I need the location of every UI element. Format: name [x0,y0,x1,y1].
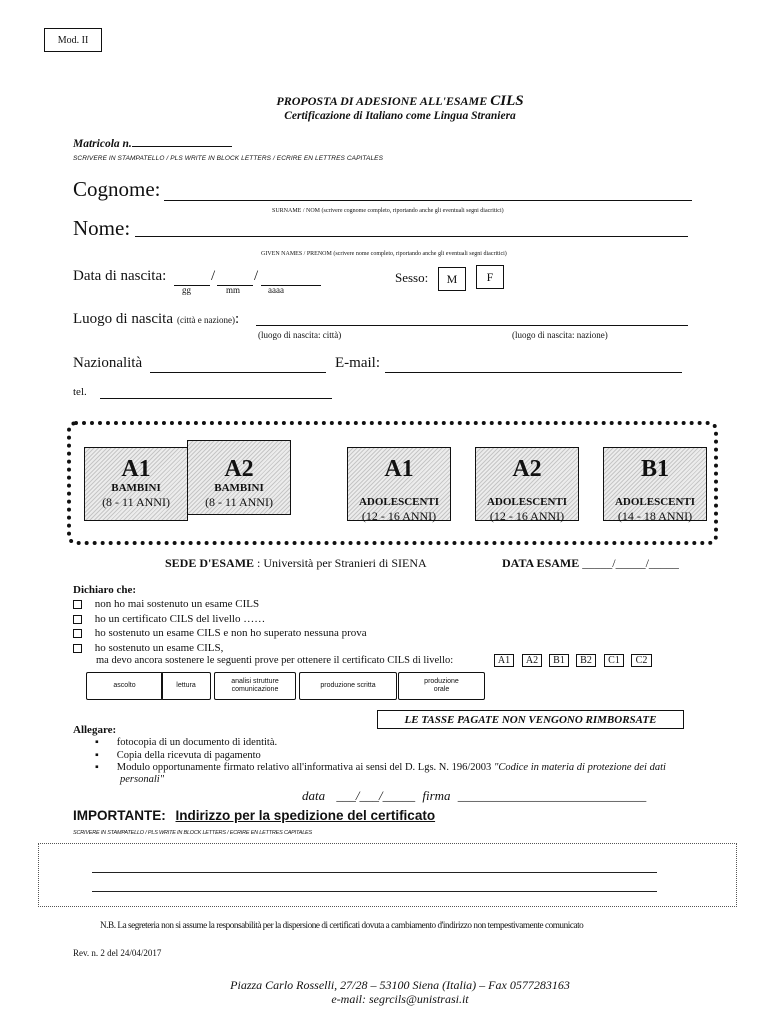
luogo-field[interactable] [256,324,688,326]
data-firma-row [302,788,646,804]
checkbox[interactable] [73,615,82,624]
prova-lettura[interactable]: lettura [161,672,211,700]
luogo-citta-caption: (luogo di nascita: città) [258,330,342,340]
nascita-label: Data di nascita: [73,268,167,284]
prova-level-box[interactable]: B2 [576,654,596,667]
bullet: ▪ [95,762,99,773]
nome-caption: GIVEN NAMES / PRENOM (scrivere nome completo, riportando anche gli eventuali segni diacritici) [261,251,507,257]
level-code: A2 [224,456,254,482]
importante-label: IMPORTANTE: [73,808,166,823]
cognome-field[interactable] [164,199,692,201]
sede-esame [165,556,427,571]
matricola-label [73,138,232,150]
address-line-2[interactable] [92,891,657,892]
allegare-item-text: fotocopia di un documento di identità. [116,737,278,748]
level-a1-adolescenti[interactable] [347,447,451,521]
level-age: (12 - 16 ANNI) [489,509,565,523]
dichiaro-option-text: ho sostenuto un esame CILS e non ho superato nessuna prova [94,627,367,639]
nazionalita-field[interactable] [150,371,326,373]
importante-heading [73,808,435,823]
prova-level-box[interactable]: C2 [631,654,652,667]
prova-level-box[interactable]: C1 [604,654,624,667]
level-a2-bambini[interactable] [187,440,291,515]
form-subtitle: Certificazione di Italiano come Lingua Straniera [284,110,516,122]
revision: Rev. n. 2 del 24/04/2017 [73,948,162,958]
level-a2-adolescenti[interactable] [475,447,579,521]
cognome-caption: SURNAME / NOM (scrivere cognome completo, riportando anche gli eventuali segni diacritici) [272,208,504,214]
dichiaro-option-1[interactable] [73,598,259,610]
cognome-label: Cognome: [73,177,161,201]
dichiaro-option-3[interactable] [73,627,367,639]
bullet: ▪ [95,737,99,748]
dichiaro-option-4[interactable] [73,642,223,654]
checkbox[interactable] [73,644,82,653]
luogo-label-small: (città e nazione) [176,315,235,325]
matricola-field[interactable] [132,145,232,147]
checkbox[interactable] [73,600,82,609]
sesso-f-box[interactable]: F [476,265,504,289]
data-esame [502,556,679,571]
level-code: A1 [121,456,151,482]
sede-value: : Università per Stranieri di SIENA [257,556,427,570]
allegare-item-text: Modulo opportunamente firmato relativo all'informativa ai sensi del D. Lgs. N. 196/2003 [116,762,494,773]
level-code: A1 [384,456,414,482]
luogo-colon: : [234,311,240,327]
footer-email: e-mail: segrcils@unistrasi.it [331,992,469,1006]
level-name: ADOLESCENTI [486,496,568,508]
level-name: ADOLESCENTI [614,496,696,508]
prova-level-box[interactable]: A1 [494,654,514,667]
allegare-item-3-cont: personali" [120,774,165,785]
nome-field[interactable] [135,235,688,237]
data-label: data [302,788,326,803]
bullet: ▪ [95,750,99,761]
data-esame-field[interactable]: _____/_____/_____ [582,556,679,570]
email-label: E-mail: [335,355,380,371]
checkbox[interactable] [73,629,82,638]
allegare-item-3 [95,762,666,773]
nascita-mm-caption: mm [226,285,241,295]
allegare-item-1 [95,737,277,748]
matricola-caption: SCRIVERE IN STAMPATELLO / PLS WRITE IN BLOCK LETTERS / ECRIRE EN LETTRES CAPITALES [73,155,384,162]
data-esame-label: DATA ESAME [502,556,580,570]
nascita-gg-caption: gg [182,285,191,295]
importante-caption: SCRIVERE IN STAMPATELLO / PLS WRITE IN BLOCK LETTERS / ECRIRE EN LETTRES CAPITALES [73,830,312,836]
form-title-cils: CILS [490,93,524,109]
form-model-label: Mod. II [44,28,102,52]
level-name: BAMBINI [214,482,264,494]
luogo-label-text: Luogo di nascita [73,311,173,327]
nascita-gg-field[interactable] [174,284,210,286]
level-age: (8 - 11 ANNI) [205,495,273,509]
sede-label: SEDE D'ESAME [165,556,255,570]
dichiaro-option-4-detail: ma devo ancora sostenere le seguenti prove per ottenere il certificato CILS di livello: [96,655,454,666]
sesso-m-box[interactable]: M [438,267,466,291]
tel-field[interactable] [100,397,332,399]
dichiaro-option-text: ho un certificato CILS del livello …… [94,613,266,625]
nome-label: Nome: [73,216,131,240]
level-a1-bambini[interactable] [84,447,188,521]
prova-produzione-orale[interactable]: produzione orale [398,672,485,700]
tel-label: tel. [73,386,87,398]
level-b1-adolescenti[interactable] [603,447,707,521]
sesso-label: Sesso: [395,270,429,285]
dichiaro-option-2[interactable] [73,613,265,625]
footer-address: Piazza Carlo Rosselli, 27/28 – 53100 Siena (Italia) – Fax 0577283163 [230,978,570,992]
data-field[interactable]: ___/___/_____ [336,788,416,803]
form-title [0,93,770,110]
nascita-slash-2: / [254,268,259,284]
level-name: BAMBINI [111,482,161,494]
prova-analisi-strutture[interactable]: analisi strutture comunicazione [214,672,296,700]
luogo-label [73,310,239,328]
level-age: (14 - 18 ANNI) [617,509,693,523]
prova-ascolto[interactable]: ascolto [86,672,163,700]
allegare-item-italic: "Codice in materia di protezione dei dati [493,762,666,773]
level-code: B1 [640,456,669,482]
dichiaro-option-text: non ho mai sostenuto un esame CILS [94,598,260,610]
firma-label: firma [422,788,451,803]
dichiaro-option-text: ho sostenuto un esame CILS, [94,642,224,654]
prova-level-box[interactable]: A2 [522,654,542,667]
dichiaro-title: Dichiaro che: [73,584,137,596]
level-name: ADOLESCENTI [358,496,440,508]
nascita-slash-1: / [211,268,216,284]
form-title-prefix: PROPOSTA DI ADESIONE ALL'ESAME [276,94,491,108]
level-age: (8 - 11 ANNI) [102,495,170,509]
matricola-label-text: Matricola n. [73,138,132,150]
allegare-title: Allegare: [73,724,117,736]
level-code: A2 [512,456,542,482]
nascita-aaaa-caption: aaaa [268,285,284,295]
allegare-item-text: Copia della ricevuta di pagamento [116,750,261,761]
nazionalita-label: Nazionalità [73,355,143,371]
nb-notice: N.B. La segreteria non si assume la responsabilità per la dispersione di certificati dovuta a cambiamento d'indirizzo non tempestivamente comunicato [100,920,584,930]
prova-level-box[interactable]: B1 [549,654,569,667]
allegare-item-2 [95,750,261,761]
tasse-notice: LE TASSE PAGATE NON VENGONO RIMBORSATE [377,710,684,729]
email-field[interactable] [385,371,682,373]
address-box [38,843,737,907]
luogo-nazione-caption: (luogo di nascita: nazione) [512,330,608,340]
firma-field[interactable]: _____________________________ [457,788,647,803]
importante-text: Indirizzo per la spedizione del certificato [175,808,436,823]
address-line-1[interactable] [92,872,657,873]
level-age: (12 - 16 ANNI) [361,509,437,523]
prova-produzione-scritta[interactable]: produzione scritta [299,672,397,700]
